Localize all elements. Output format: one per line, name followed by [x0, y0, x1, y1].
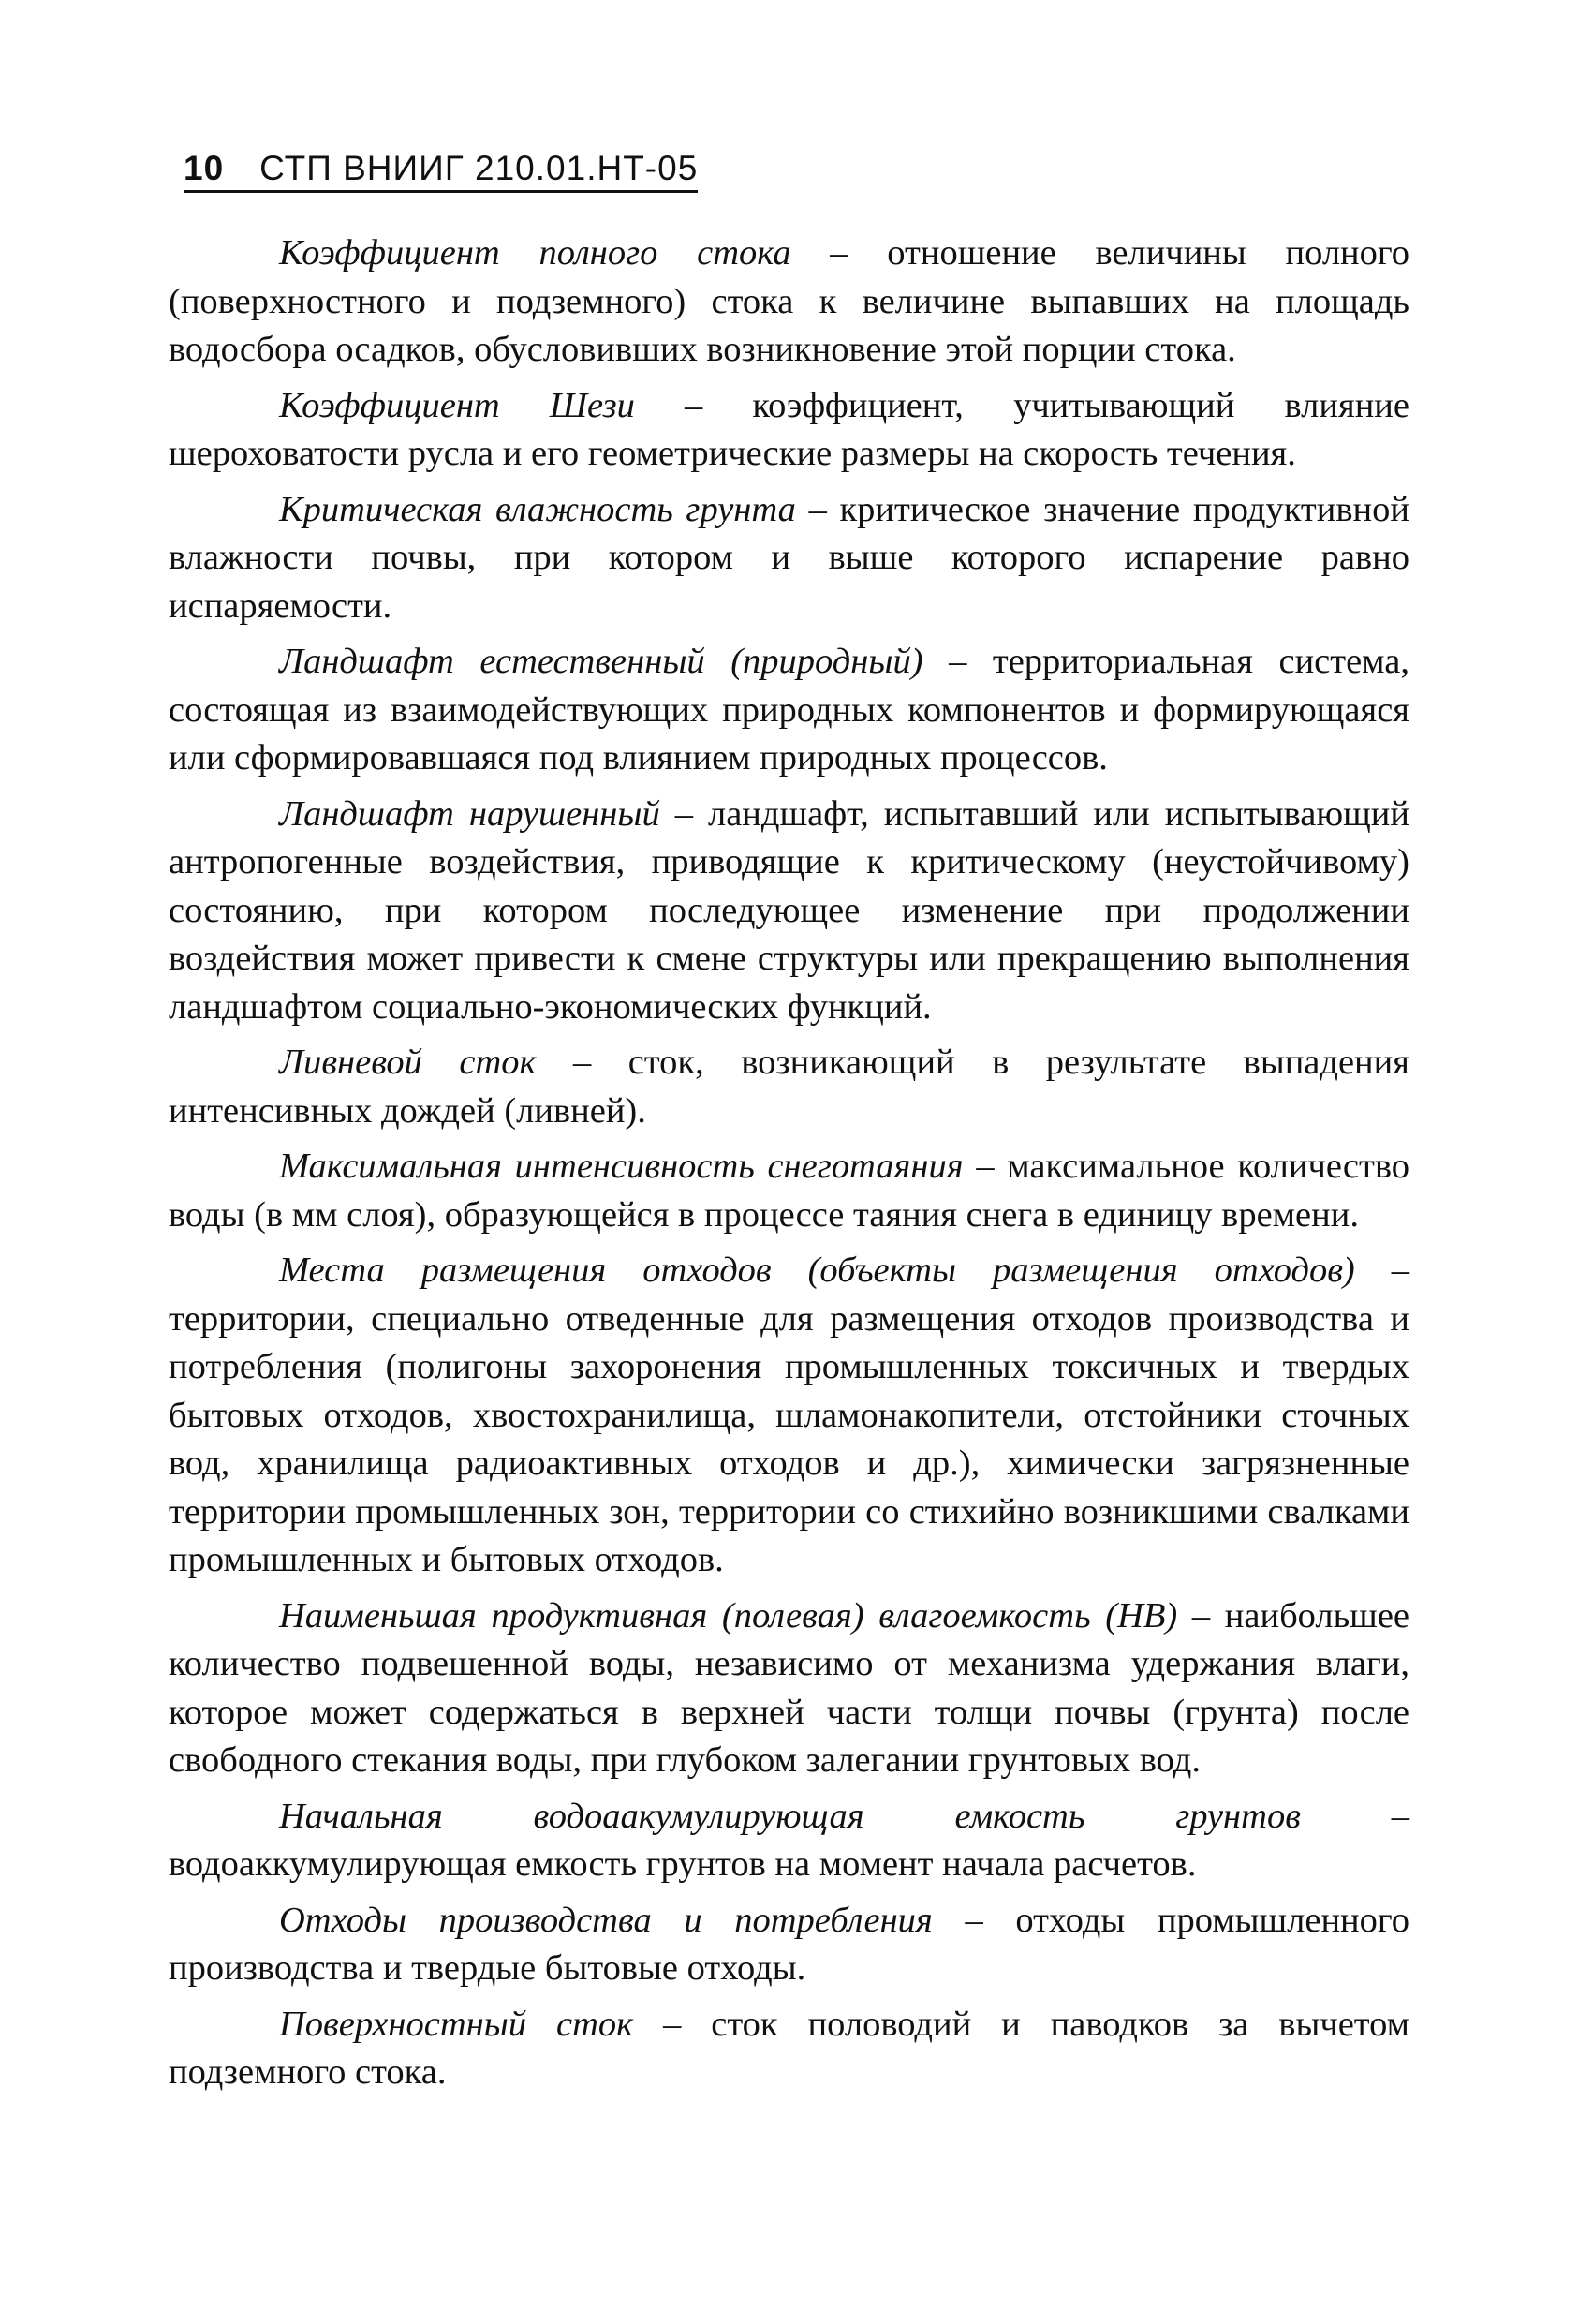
definition-term: Коэффициент полного стока — [279, 233, 791, 273]
definition-paragraph — [169, 791, 1409, 1032]
document-code: СТП ВНИИГ 210.01.НТ-05 — [259, 149, 699, 187]
definition-paragraph — [169, 1039, 1409, 1135]
definition-text: – наибольшее количество подвешенной воды, независимо от механизма удержания влаги, которое может содержаться в верхней части толщи почвы (грунта) после свободного стекания воды, при глубоком залегании грунтовых вод. — [169, 1595, 1410, 1780]
definition-paragraph — [169, 382, 1409, 479]
definition-text: – отходы промышленного производства и твердые бытовые отходы. — [169, 1900, 1409, 1988]
definition-paragraph — [169, 1247, 1409, 1585]
definition-paragraph — [169, 638, 1409, 783]
definition-term: Места размещения отходов (объекты размещения отходов) — [279, 1251, 1355, 1290]
definition-text: – отношение величины полного (поверхностного и подземного) стока к величине выпавших на площадь водосбора осадков, обусловивших возникновение этой порции стока. — [169, 233, 1409, 369]
definition-term: Начальная водоаакумулирующая емкость грунтов — [279, 1796, 1301, 1836]
definition-term: Критическая влажность грунта — [279, 489, 796, 529]
definition-term: Ландшафт естественный (природный) — [279, 642, 923, 681]
definition-term: Максимальная интенсивность снеготаяния — [279, 1147, 964, 1186]
definition-paragraph — [169, 486, 1409, 631]
definition-paragraph — [169, 2001, 1409, 2097]
definition-paragraph — [169, 1592, 1409, 1785]
definition-term: Ландшафт нарушенный — [279, 793, 660, 834]
definition-paragraph — [169, 1143, 1409, 1239]
definition-text: – сток половодий и паводков за вычетом подземного стока. — [169, 2004, 1409, 2092]
definition-text: – коэффициент, учитывающий влияние шероховатости русла и его геометрические размеры на скорость течения. — [169, 385, 1409, 473]
definition-text: – территории, специально отведенные для размещения отходов производства и потребления (полигоны захоронения промышленных токсичных и твердых бытовых отходов, хвостохранилища, шламонакопители, отстойники сточных вод, хранилища радиоактивных отходов и др.), химически загрязненные территории промышленных зон, территории со стихийно возникшими свалками промышленных и бытовых отходов. — [169, 1251, 1409, 1579]
definition-term: Ливневой сток — [279, 1043, 537, 1082]
page-header — [184, 150, 698, 193]
definition-term: Коэффициент Шези — [279, 385, 635, 425]
definition-text: – критическое значение продуктивной влажности почвы, при котором и выше которого испарение равно испаряемости. — [169, 489, 1409, 626]
definition-paragraph — [169, 1897, 1409, 1993]
definition-term: Отходы производства и потребления — [279, 1900, 933, 1940]
definition-paragraph — [169, 229, 1409, 375]
definition-text: – водоаккумулирующая емкость грунтов на момент начала расчетов. — [169, 1796, 1409, 1884]
definition-term: Наименьшая продуктивная (полевая) влагоемкость (НВ) — [279, 1595, 1178, 1636]
page-number: 10 — [184, 149, 225, 187]
definition-text: – сток, возникающий в результате выпадения интенсивных дождей (ливней). — [169, 1043, 1409, 1131]
definition-term: Поверхностный сток — [279, 2004, 634, 2044]
definition-text: – территориальная система, состоящая из взаимодействующих природных компонентов и формирующаяся или сформировавшаяся под влиянием природных процессов. — [169, 642, 1409, 777]
definition-paragraph — [169, 1793, 1409, 1889]
definitions-body — [169, 229, 1409, 2105]
definition-text: – максимальное количество воды (в мм слоя), образующейся в процессе таяния снега в единицу времени. — [169, 1147, 1409, 1235]
definition-text: – ландшафт, испытавший или испытывающий антропогенные воздействия, приводящие к критическому (неустойчивому) состоянию, при котором последующее изменение при продолжении воздействия может привести к смене структуры или прекращению выполнения ландшафтом социально-экономических функций. — [169, 793, 1409, 1027]
